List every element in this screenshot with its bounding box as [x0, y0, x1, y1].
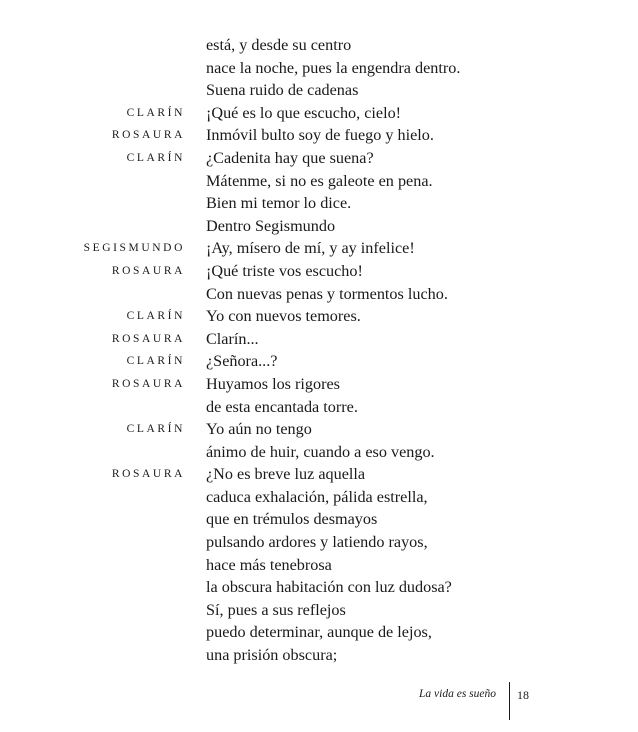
verse-text: ánimo de huir, cuando a eso vengo. [206, 442, 435, 461]
verse-line [0, 283, 638, 306]
verse-line [0, 441, 638, 464]
speaker-name: ROSAURA [111, 129, 185, 142]
speaker-name: ROSAURA [111, 468, 185, 481]
speaker-name: SEGISMUNDO [83, 242, 185, 255]
verse-text: pulsando ardores y latiendo rayos, [206, 533, 428, 552]
speaker-name: ROSAURA [111, 332, 185, 345]
verse-line [0, 644, 638, 667]
speaker-name: ROSAURA [111, 377, 185, 390]
speaker-name: CLARÍN [126, 151, 185, 164]
verse-text: Con nuevas penas y tormentos lucho. [206, 284, 448, 303]
verse-line [0, 237, 638, 260]
verse-text: Yo aún no tengo [206, 420, 312, 439]
speaker-name: ROSAURA [111, 264, 185, 277]
verse-text: Bien mi temor lo dice. [206, 194, 352, 213]
verse-text: ¡Qué triste vos escucho! [206, 261, 363, 280]
verse-line [0, 328, 638, 351]
verse-line [0, 124, 638, 147]
verse-text: Inmóvil bulto soy de fuego y hielo. [206, 126, 434, 145]
verse-line [0, 508, 638, 531]
verse-line [0, 373, 638, 396]
verse-line [0, 463, 638, 486]
verse-line [0, 486, 638, 509]
verse-text: nace la noche, pues la engendra dentro. [206, 58, 461, 77]
verse-line [0, 621, 638, 644]
running-title: La vida es sueño [419, 688, 496, 700]
page-footer [0, 680, 638, 720]
verse-line [0, 215, 638, 238]
verse-text: ¡Ay, mísero de mí, y ay infelice! [206, 239, 415, 258]
verse-text: ¡Qué es lo que escucho, cielo! [206, 103, 402, 122]
verse-line [0, 396, 638, 419]
verse-line [0, 192, 638, 215]
play-text [0, 34, 638, 667]
verse-text: Dentro Segismundo [206, 216, 336, 235]
verse-line [0, 599, 638, 622]
verse-line [0, 418, 638, 441]
verse-text: Huyamos los rigores [206, 374, 340, 393]
verse-text: caduca exhalación, pálida estrella, [206, 487, 428, 506]
verse-text: puedo determinar, aunque de lejos, [206, 623, 432, 642]
verse-line [0, 147, 638, 170]
verse-text: Suena ruido de cadenas [206, 81, 359, 100]
verse-line [0, 102, 638, 125]
verse-text: Clarín... [206, 329, 259, 348]
verse-text: de esta encantada torre. [206, 397, 358, 416]
verse-line [0, 79, 638, 102]
verse-text: Mátenme, si no es galeote en pena. [206, 171, 433, 190]
verse-text: ¿No es breve luz aquella [206, 465, 366, 484]
speaker-name: CLARÍN [126, 106, 185, 119]
verse-line [0, 305, 638, 328]
speaker-name: CLARÍN [126, 423, 185, 436]
verse-text: una prisión obscura; [206, 646, 338, 665]
verse-line [0, 531, 638, 554]
page-number: 18 [517, 688, 529, 702]
verse-text: está, y desde su centro [206, 36, 352, 54]
verse-text: que en trémulos desmayos [206, 510, 378, 529]
verse-text: Yo con nuevos temores. [206, 307, 361, 326]
verse-line [0, 34, 638, 57]
speaker-name: CLARÍN [126, 355, 185, 368]
verse-line [0, 554, 638, 577]
verse-line [0, 170, 638, 193]
verse-text: ¿Señora...? [206, 352, 278, 371]
verse-line [0, 57, 638, 80]
speaker-name: CLARÍN [126, 310, 185, 323]
footer-divider [509, 682, 510, 720]
verse-text: la obscura habitación con luz dudosa? [206, 578, 452, 597]
verse-line [0, 260, 638, 283]
verse-line [0, 350, 638, 373]
verse-text: hace más tenebrosa [206, 555, 332, 574]
verse-text: Sí, pues a sus reflejos [206, 600, 346, 619]
verse-line [0, 576, 638, 599]
verse-text: ¿Cadenita hay que suena? [206, 148, 374, 167]
